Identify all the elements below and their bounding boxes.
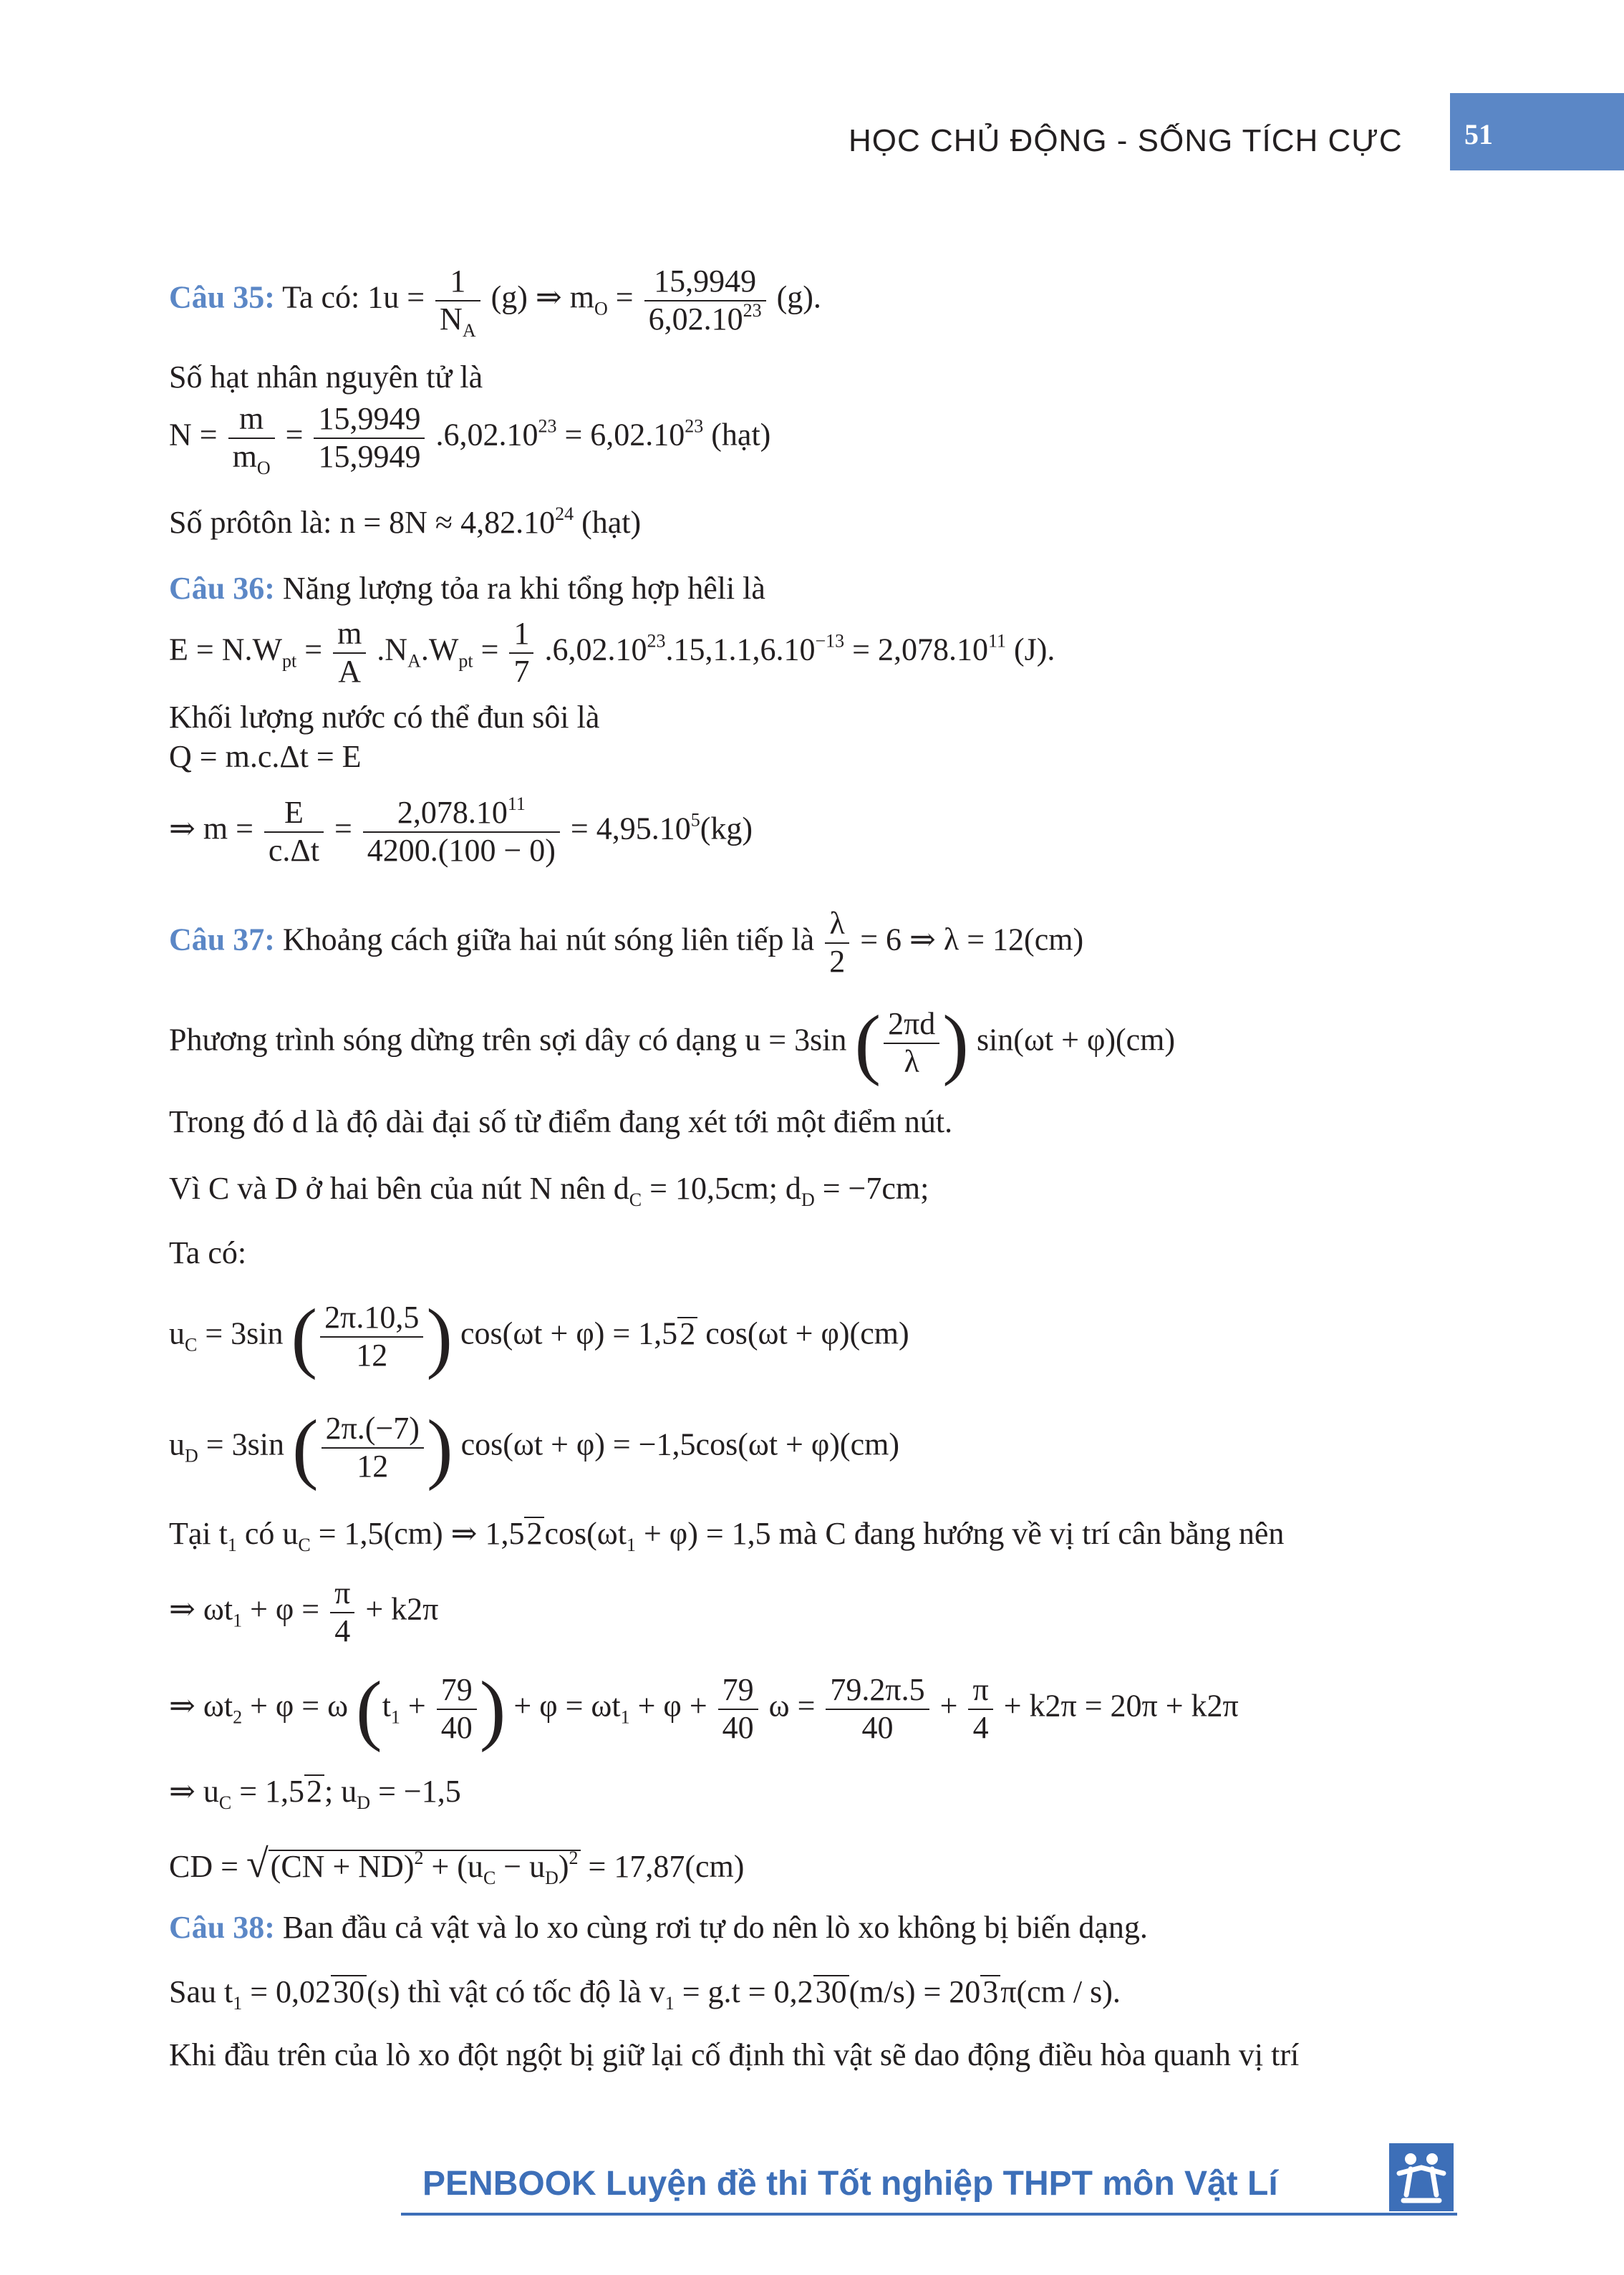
q37-line-4: Vì C và D ở hai bên của nút N nên $d_C = 10,5cm$; $d_D = -7cm$; bbox=[169, 1171, 929, 1210]
q38-line-1: Câu 38: Ban đầu cả vật và lo xo cùng rơi tự do nên lò xo không bị biến dạng. bbox=[169, 1910, 1148, 1945]
q35-line-2: Số hạt nhân nguyên tử là bbox=[169, 359, 483, 395]
sqrt: 30 bbox=[331, 1975, 367, 2008]
q37-line-3: Trong đó d là độ dài đại số từ điểm đang xét tới một điểm nút. bbox=[169, 1104, 953, 1139]
q35-line-1: Câu 35: Ta có: 1u = $\frac{1}{N_A}$ (g) ⇒ $m_O$ = $\frac{15,9949}{6,02.10^{23}}$ (g). bbox=[169, 264, 821, 341]
footer-rule bbox=[401, 2213, 1457, 2216]
fraction: $\frac{2\pi.10,5}{12}$ bbox=[320, 1300, 423, 1373]
page-number: 51 bbox=[1464, 118, 1493, 150]
q36-line-1: Câu 36: Năng lượng tỏa ra khi tổng hợp hêli là bbox=[169, 571, 765, 606]
q36-line-3: Khối lượng nước có thể đun sôi là bbox=[169, 700, 600, 735]
sqrt: 3 bbox=[980, 1975, 1000, 2008]
fraction: $\frac{1}{7}$ bbox=[509, 616, 533, 690]
q37-line-7: $u_D = 3\sin$ ( $\frac{2\pi.(-7)}{12}$ ) cos(ωt + φ) = −1,5cos(ωt + φ)(cm) bbox=[169, 1404, 899, 1492]
fraction: $\frac{2\pi.(-7)}{12}$ bbox=[322, 1411, 424, 1484]
q37-line-10: ⇒ $\omega t_2 + \varphi = \omega$ ($t_1$ + $\frac{79}{40}$ ) + $\varphi = \omega t_1 + \varphi$ + $\frac{79}{40}$ ω = $\frac{79.2\pi.5}{40}$ + $\frac{\pi}{4}$ + k2π = 20π + k2π bbox=[169, 1665, 1239, 1753]
fraction: $\frac{79}{40}$ bbox=[718, 1672, 758, 1746]
q37-line-6: $u_C = 3\sin$ ( $\frac{2\pi.10,5}{12}$ ) cos(ωt + φ) = 1,52 cos(ωt + φ)(cm) bbox=[169, 1293, 909, 1381]
footer-text: PENBOOK Luyện đề thi Tốt nghiệp THPT môn Vật Lí bbox=[422, 2165, 1278, 2203]
sqrt: 30 bbox=[813, 1975, 849, 2008]
q38-label: Câu 38: bbox=[169, 1910, 275, 1945]
fraction: $\frac{2,078.10^{11}}{4200.(100 - 0)}$ bbox=[363, 795, 560, 869]
page-number-box bbox=[1450, 93, 1624, 170]
fraction: $\frac{15,9949}{15,9949}$ bbox=[314, 401, 425, 475]
sqrt: 2 bbox=[304, 1774, 324, 1807]
fraction: $\frac{1}{N_A}$ bbox=[435, 264, 480, 337]
q38-line-3: Khi đầu trên của lò xo đột ngột bị giữ lại cố định thì vật sẽ dao động điều hòa quanh vị trí bbox=[169, 2037, 1300, 2072]
fraction: $\frac{15,9949}{6,02.10^{23}}$ bbox=[644, 264, 766, 337]
fraction: $\frac{\pi}{4}$ bbox=[330, 1575, 354, 1649]
fraction: $\frac{m}{m_O}$ bbox=[228, 401, 275, 475]
fraction: $\frac{E}{c.\Delta t}$ bbox=[264, 795, 324, 869]
penbook-logo-icon bbox=[1389, 2143, 1454, 2211]
q35-line-4: Số prôtôn là: $n = 8N \approx 4,82.10^{24}$ (hạt) bbox=[169, 503, 642, 540]
q37-line-5: Ta có: bbox=[169, 1235, 247, 1270]
q36-label: Câu 36: bbox=[169, 571, 275, 606]
q36-line-2: $E = N.W_{pt}$ = $\frac{m}{A}$ $.N_A.W_{pt}$ = $\frac{1}{7}$ $.6,02.10^{23}.15,1.1,6.10^{-13} = 2,078.10^{11}$ (J). bbox=[169, 616, 1055, 689]
sqrt: $(CN + ND)^2 + (u_C - u_D)^2$ bbox=[269, 1850, 581, 1883]
fraction: $\frac{2\pi d}{\lambda}$ bbox=[884, 1006, 939, 1080]
q37-line-12: CD = $√(CN + ND)^2 + (u_C - u_D)^2 = 17,87(cm)$ bbox=[169, 1842, 745, 1888]
q37-line-2: Phương trình sóng dừng trên sợi dây có dạng u = 3sin ( $\frac{2\pi d}{\lambda}$ ) sin(ωt + φ)(cm) bbox=[169, 999, 1176, 1087]
fraction: $\frac{m}{A}$ bbox=[333, 616, 366, 690]
q38-line-2: Sau $t_1 = 0,0230(s)$ thì vật có tốc độ là $v_1 = g.t = 0,230(m/s) = 203\pi(cm / s)$. bbox=[169, 1974, 1121, 2014]
q35-line-3: N = $\frac{m}{m_O}$ = $\frac{15,9949}{15,9949}$ $.6,02.10^{23} = 6,02.10^{23}$ (hạt) bbox=[169, 401, 771, 478]
sqrt: 2 bbox=[524, 1517, 544, 1550]
q37-line-11: ⇒ $u_C = 1,52$; $u_D = -1,5$ bbox=[169, 1774, 461, 1813]
fraction: $\frac{79.2\pi.5}{40}$ bbox=[826, 1672, 929, 1746]
sqrt: 2 bbox=[677, 1317, 697, 1350]
fraction: $\frac{\pi}{4}$ bbox=[968, 1672, 992, 1746]
q36-line-4: Q = m.c.Δt = E bbox=[169, 739, 362, 774]
header-title: HỌC CHỦ ĐỘNG - SỐNG TÍCH CỰC bbox=[849, 123, 1403, 158]
q35-label: Câu 35: bbox=[169, 279, 275, 315]
fraction: $\frac{\lambda}{2}$ bbox=[825, 906, 849, 980]
q37-label: Câu 37: bbox=[169, 922, 275, 957]
fraction: $\frac{79}{40}$ bbox=[437, 1672, 477, 1746]
penbook-logo-icon bbox=[1389, 2143, 1454, 2211]
q35-text: Ta có: 1u = bbox=[282, 279, 425, 315]
q37-line-1: Câu 37: Khoảng cách giữa hai nút sóng liên tiếp là $\frac{\lambda}{2}$ = 6 ⇒ λ = 12(cm) bbox=[169, 906, 1084, 979]
q37-line-9: ⇒ $\omega t_1 + \varphi$ = $\frac{\pi}{4}$ + k2π bbox=[169, 1575, 439, 1648]
q37-line-8: Tại $t_1$ có $u_C = 1,5(cm)$ ⇒ $1,52\cos(\omega t_1 + \varphi) = 1,5$ mà C đang hướng về vị trí cân bằng nên bbox=[169, 1516, 1285, 1555]
q36-line-5: ⇒ m = $\frac{E}{c.\Delta t}$ = $\frac{2,078.10^{11}}{4200.(100 - 0)}$ = $4,95.10^5(kg)$ bbox=[169, 793, 753, 868]
